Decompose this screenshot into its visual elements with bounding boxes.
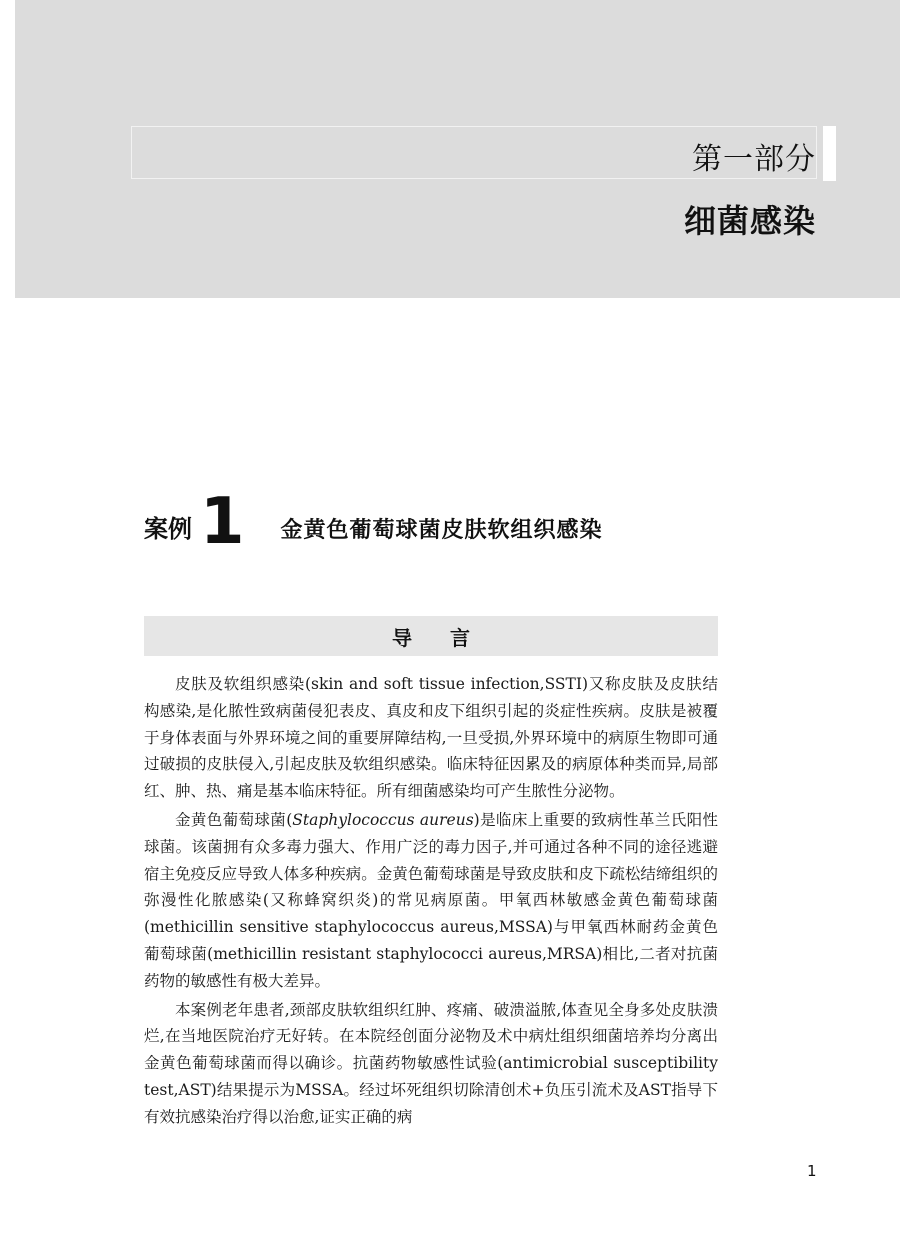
case-number: 1: [200, 485, 245, 559]
intro-paragraph-1: 皮肤及软组织感染(skin and soft tissue infection,SSTI)又称皮肤及皮肤结构感染,是化脓性致病菌侵犯表皮、真皮和皮下组织引起的炎症性疾病。皮肤是被覆于身体表面与外界环境之间的重要屏障结构,一旦受损,外界环境中的病原生物即可通过破损的皮肤侵入,引起皮肤及软组织感染。临床特征因累及的病原体种类而异,局部红、肿、热、痛是基本临床特征。所有细菌感染均可产生脓性分泌物。: [144, 675, 718, 801]
intro-body: [144, 671, 718, 1131]
case-heading: [144, 485, 603, 559]
page-number: 1: [807, 1162, 817, 1180]
part-title: 第一部分: [692, 142, 816, 177]
case-title: 金黄色葡萄球菌皮肤软组织感染: [280, 518, 603, 543]
paragraph-2-text-start: 金黄色葡萄球菌(: [175, 810, 293, 829]
intro-heading: 导言: [392, 625, 508, 650]
part-title-accent-bar: [823, 126, 836, 181]
species-name-italic: Staphylococcus aureus: [292, 810, 474, 829]
intro-paragraph-2: [144, 807, 718, 995]
intro-heading-bar: [144, 616, 718, 656]
section-title: 细菌感染: [683, 202, 816, 240]
intro-paragraph-3: 本案例老年患者,颈部皮肤软组织红肿、疼痛、破溃溢脓,体查见全身多处皮肤溃烂,在当地医院治疗无好转。在本院经创面分泌物及术中病灶组织细菌培养均分离出金黄色葡萄球菌而得以确诊。抗菌药物敏感性试验(antimicrobial susceptibility test,AST)结果提示为MSSA。经过坏死组织切除清创术+负压引流术及AST指导下有效抗感染治疗得以治愈,证实正确的病: [144, 1000, 718, 1126]
case-label: 案例: [144, 515, 192, 543]
paragraph-2-text-end: )是临床上重要的致病性革兰氏阳性球菌。该菌拥有众多毒力强大、作用广泛的毒力因子,并可通过各种不同的途径逃避宿主免疫反应导致人体多种疾病。金黄色葡萄球菌是导致皮肤和皮下疏松结缔组织的弥漫性化脓感染(又称蜂窝织炎)的常见病原菌。甲氧西林敏感金黄色葡萄球菌(methicillin sensitive staphylococcus aureus,MSSA)与甲氧西林耐药金黄色葡萄球菌(methicillin resistant staphylococci aureus,MRSA)相比,二者对抗菌药物的敏感性有极大差异。: [144, 810, 718, 990]
